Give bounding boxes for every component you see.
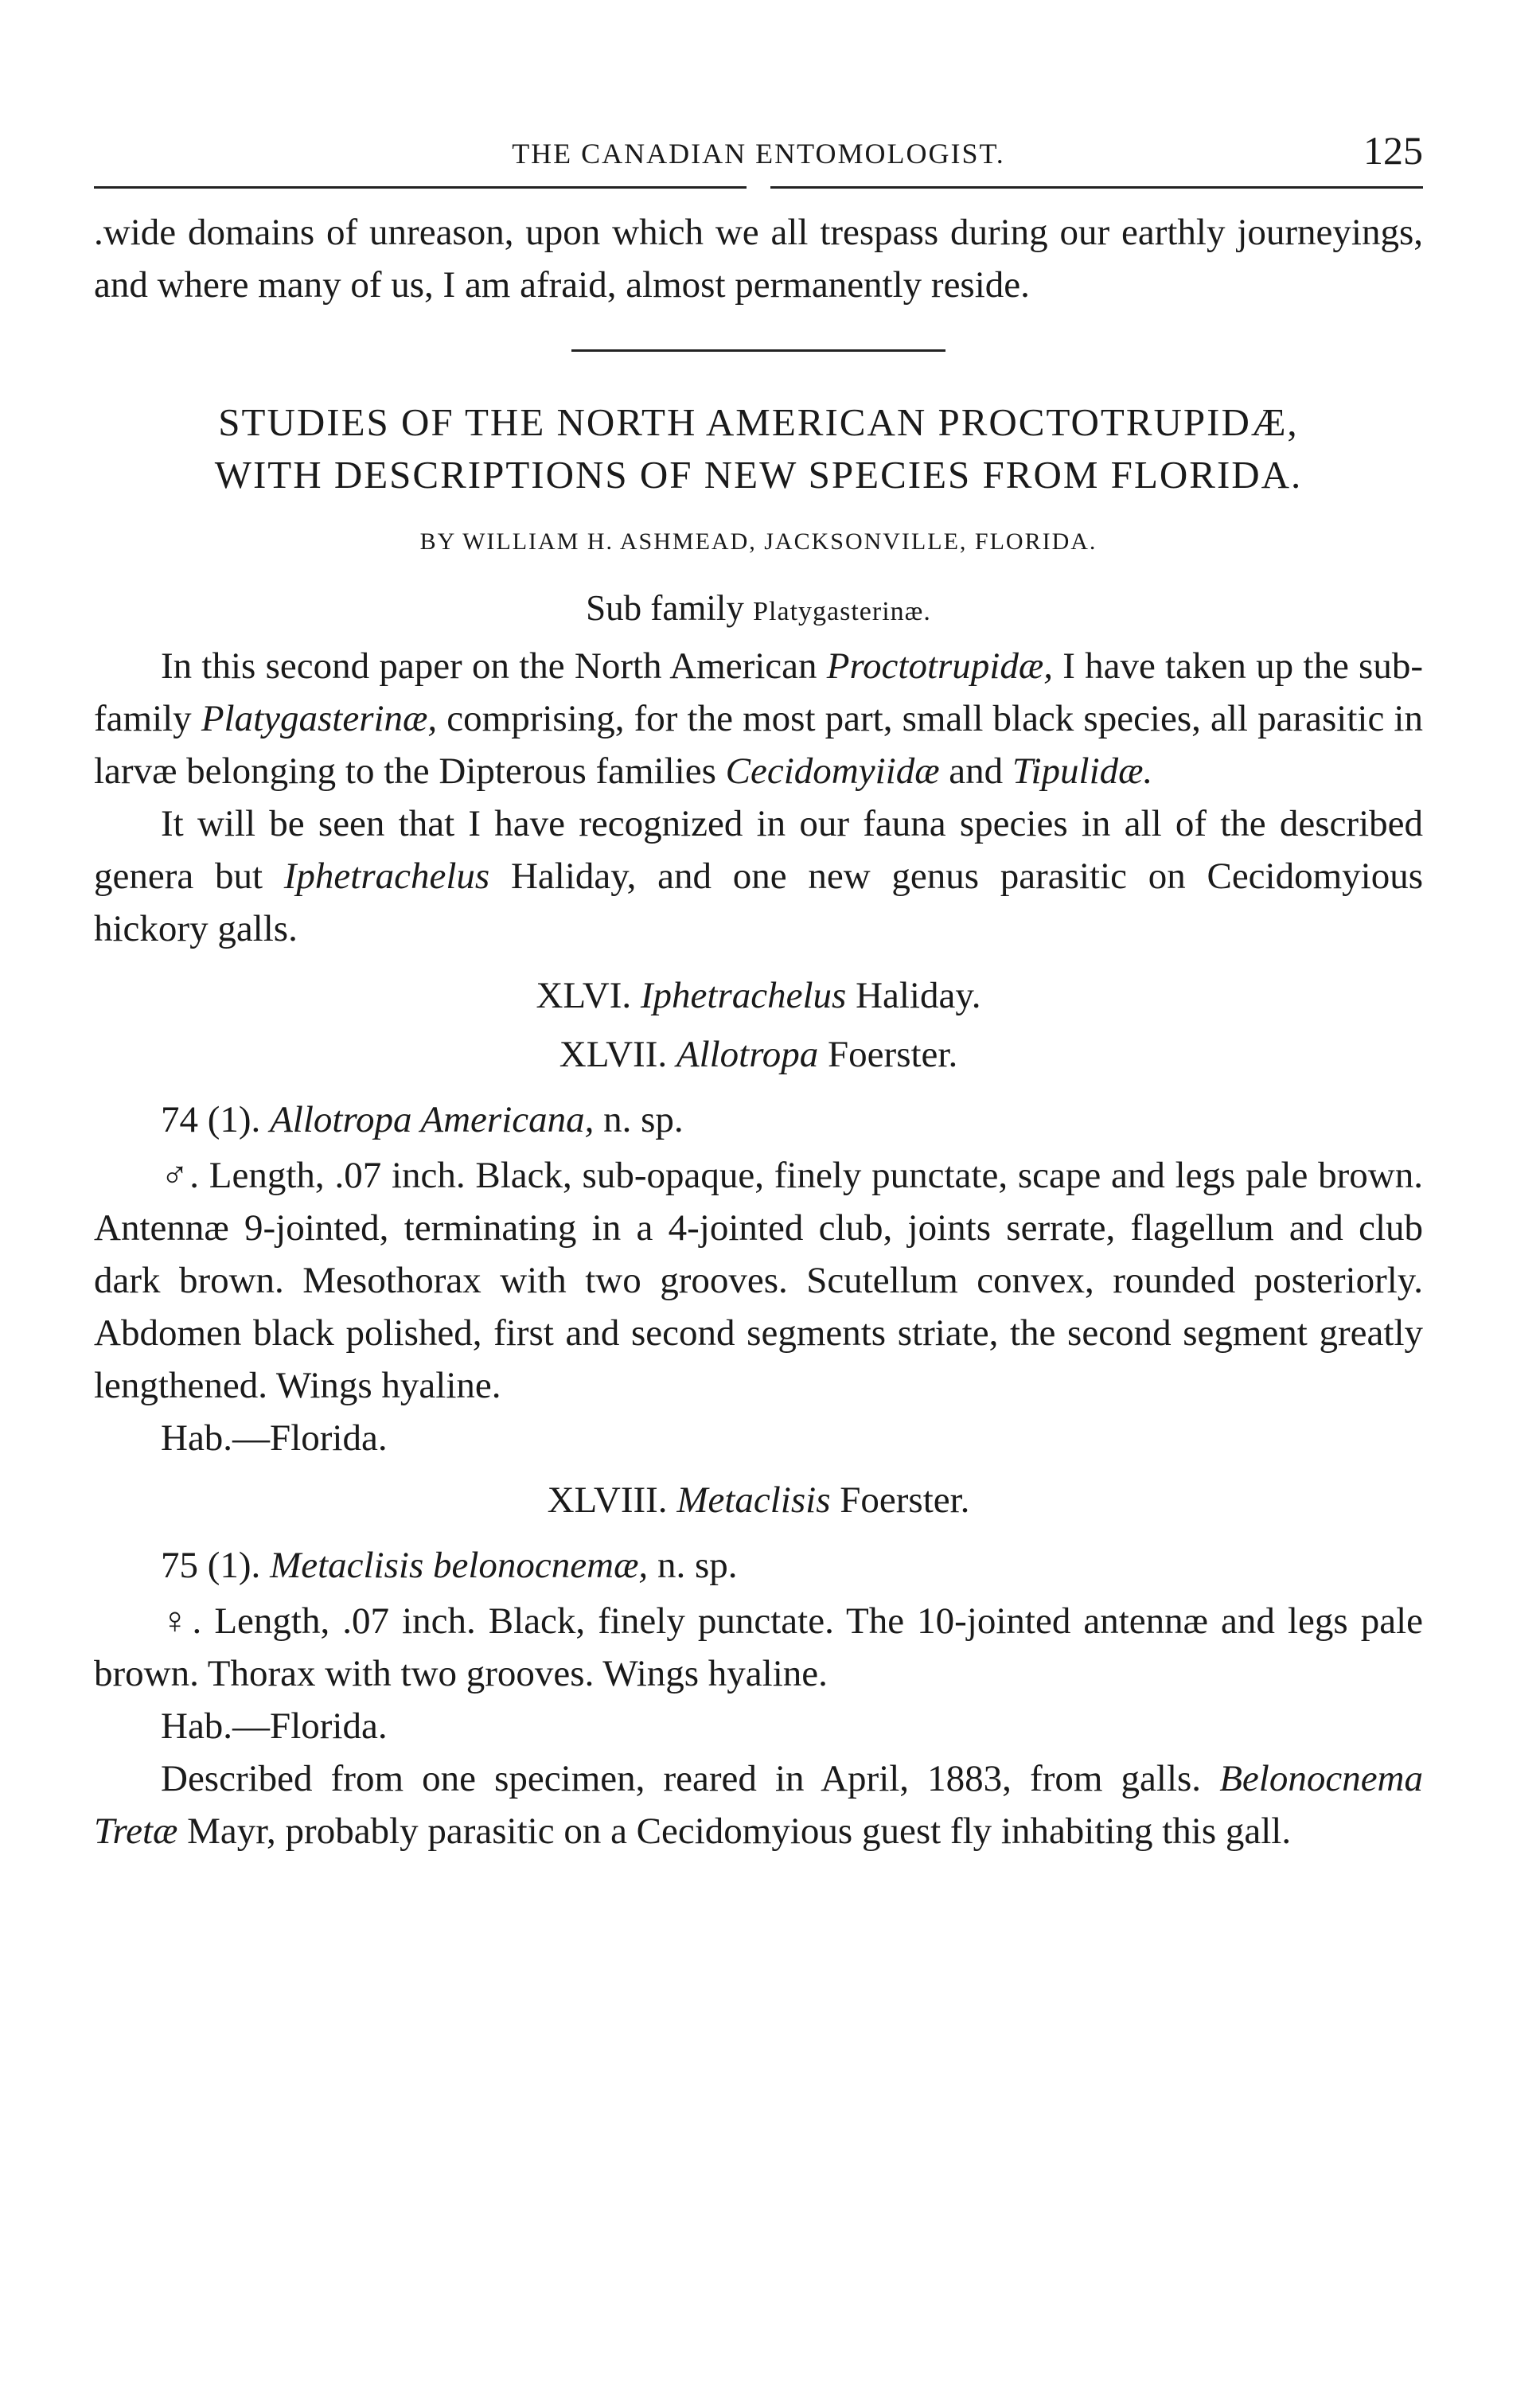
genus-heading-46 xyxy=(94,966,1423,1025)
header-rule-left xyxy=(94,186,747,189)
subfamily-prefix: Sub family xyxy=(586,588,744,628)
intro-taxon-1: Proctotrupidæ, xyxy=(826,645,1053,687)
intro-text-3: comprising, for the most part, small black species, all parasitic in larvæ belonging to the Dipterous families xyxy=(94,698,1423,792)
genus-heading-47 xyxy=(94,1025,1423,1084)
continued-paragraph: .wide domains of unreason, upon which we all trespass during our earthly journeyings, and where many of us, I am afraid, almost permanently reside. xyxy=(94,212,1423,306)
genus-number: XLVI. xyxy=(536,975,632,1016)
genera-paragraph xyxy=(94,797,1423,955)
genus-name: Iphetrachelus xyxy=(640,975,847,1016)
intro-taxon-3: Cecidomyiidæ xyxy=(725,750,940,792)
article-title-line-1: STUDIES OF THE NORTH AMERICAN PROCTOTRUPIDÆ, xyxy=(218,400,1299,444)
genus-name: Allotropa xyxy=(676,1034,819,1075)
note-taxon: Belonocnema Tretæ xyxy=(94,1758,1423,1852)
intro-paragraph xyxy=(94,640,1423,797)
intro-taxon-4: Tipulidæ. xyxy=(1012,750,1153,792)
header-rule-right xyxy=(770,186,1423,189)
intro-text-1: In this second paper on the North American xyxy=(161,645,827,687)
genus-number: XLVII. xyxy=(559,1034,668,1075)
header-rule xyxy=(94,186,1423,189)
species-status: n. sp. xyxy=(603,1099,684,1140)
byline: BY WILLIAM H. ASHMEAD, JACKSONVILLE, FLORIDA. xyxy=(419,528,1097,555)
genus-heading-48 xyxy=(94,1471,1423,1530)
page-header xyxy=(94,127,1423,183)
running-head: THE CANADIAN ENTOMOLOGIST. xyxy=(512,138,1005,170)
species-number: 74 (1). xyxy=(161,1099,261,1140)
genera-taxon-1: Iphetrachelus xyxy=(283,856,490,897)
species-74-habitat: Hab.—Florida. xyxy=(161,1417,388,1459)
species-name: Allotropa Americana, xyxy=(270,1099,595,1140)
species-status: n. sp. xyxy=(657,1545,738,1586)
genus-name: Metaclisis xyxy=(676,1479,831,1521)
intro-text-4: and xyxy=(939,750,1012,792)
section-divider xyxy=(571,349,945,352)
article-title xyxy=(94,396,1423,501)
page xyxy=(94,127,1423,1857)
page-number: 125 xyxy=(1363,128,1423,173)
genera-text-2: Haliday, and one new genus parasitic on Cecidomyious hickory galls. xyxy=(94,856,1424,949)
note-text-1: Described from one specimen, reared in April, 1883, from galls. xyxy=(161,1758,1220,1799)
genus-author: Foerster. xyxy=(828,1034,958,1075)
species-75-habitat: Hab.—Florida. xyxy=(161,1705,388,1747)
species-number: 75 (1). xyxy=(161,1545,261,1586)
genus-number: XLVIII. xyxy=(547,1479,668,1521)
intro-taxon-2: Platygasterinæ, xyxy=(201,698,438,739)
genus-author: Foerster. xyxy=(840,1479,970,1521)
note-text-2: Mayr, probably parasitic on a Cecidomyious guest fly inhabiting this gall. xyxy=(177,1810,1292,1852)
genera-text-1: It will be seen that I have recognized in our fauna species in all of the described genera but xyxy=(94,803,1423,897)
intro-text-2: I have taken up the sub-family xyxy=(94,645,1424,739)
genus-author: Haliday. xyxy=(856,975,981,1016)
species-name: Metaclisis belonocnemæ, xyxy=(270,1545,649,1586)
subfamily-name: Platygasterinæ. xyxy=(753,597,931,626)
subfamily-heading xyxy=(94,587,1423,629)
species-75-description: ♀. Length, .07 inch. Black, finely punctate. The 10-jointed antennæ and legs pale brown. Thorax with two grooves. Wings hyaline. xyxy=(94,1600,1423,1694)
species-heading-74 xyxy=(94,1090,1423,1149)
species-75-note xyxy=(94,1752,1423,1857)
article-title-line-2: WITH DESCRIPTIONS OF NEW SPECIES FROM FLORIDA. xyxy=(214,453,1303,497)
species-heading-75 xyxy=(94,1536,1423,1595)
species-74-description: ♂. Length, .07 inch. Black, sub-opaque, finely punctate, scape and legs pale brown. Antennæ 9-jointed, terminating in a 4-jointed club, joints serrate, flagellum and club dark brown. Mesothorax with two grooves. Scutellum convex, rounded posteriorly. Abdomen black polished, first and second segments striate, the second segment greatly lengthened. Wings hyaline. xyxy=(94,1155,1423,1406)
